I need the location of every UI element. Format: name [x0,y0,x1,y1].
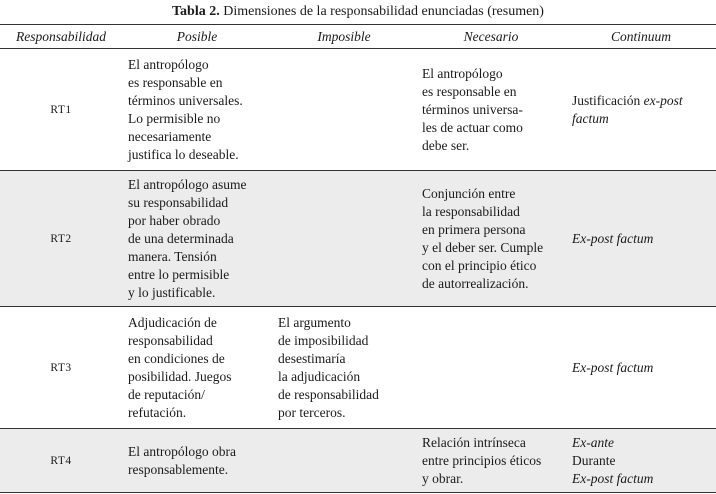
cell-line: debe ser. [422,137,470,153]
cell-continuum [566,307,716,429]
cell-line: de imposibilidad [278,332,369,348]
cell-line: la responsabilidad [422,203,520,219]
cell-posible [122,429,272,493]
cell-line: Ex-post factum [572,230,654,246]
cell-necesario [416,49,566,171]
header-continuum: Continuum [610,28,671,44]
table-row-rt2 [0,171,716,307]
cell-line: refutación. [128,404,187,420]
cell-imposible [272,307,416,429]
cell-line: la adjudicación [278,368,361,384]
cell-line: factum [572,110,609,126]
cell-line: su responsabilidad [128,194,229,210]
responsibility-table [0,24,716,493]
cell-line: justifica lo deseable. [128,146,239,162]
caption-title: Dimensiones de la responsabilidad enunciadas (resumen) [223,4,544,19]
cell-line: necesariamente [128,128,212,144]
cell-necesario [416,307,566,429]
cell-continuum [566,171,716,307]
cell-line: de una determinada [128,230,234,246]
cell-line: de autorrealización. [422,275,529,291]
cell-line: El antropólogo asume [128,176,247,192]
cell-line: El antropólogo [128,56,209,72]
cell-line: de responsabilidad [278,386,379,402]
header-row [0,25,716,49]
cell-line: con el principio ético [422,257,537,273]
cell-line: Lo permisible no [128,110,221,126]
table-row-rt1 [0,49,716,171]
table-caption [0,0,716,24]
cell-posible [122,49,272,171]
cell-imposible [272,49,416,171]
cell-line: Conjunción entre [422,185,516,201]
cell-line: en condiciones de [128,350,225,366]
cell-necesario [416,171,566,307]
cell-continuum [566,49,716,171]
header-posible: Posible [176,28,218,44]
cell-line: Ex-ante [572,434,614,450]
cell-continuum [566,429,716,493]
cell-posible [122,171,272,307]
cell-line: es responsable en [128,74,223,90]
cell-line: El argumento [278,314,351,330]
cell-line: responsablemente. [128,461,229,477]
header-responsabilidad: Responsabilidad [16,28,106,44]
header-imposible: Imposible [317,28,371,44]
header-necesario: Necesario [463,28,519,44]
cell-necesario [416,429,566,493]
cell-line: y obrar. [422,470,464,486]
cell-line: entre principios éticos [422,452,542,468]
cell-line: posibilidad. Juegos [128,368,232,384]
cell-imposible [272,171,416,307]
cell-line: Durante [572,452,616,468]
cell-line: les de actuar como [422,119,523,135]
cell-line: Ex-post factum [572,470,654,486]
cell-line: de reputación/ [128,386,205,402]
cell-line: desestimaría [278,350,346,366]
cell-line: en primera persona [422,221,526,237]
cell-line: El antropólogo obra [128,443,236,459]
row-id: RT3 [50,361,72,374]
row-id: RT4 [50,454,72,467]
cell-line: entre lo permisible [128,266,230,282]
cell-line: responsabilidad [128,332,213,348]
row-id: RT2 [50,232,72,245]
cell-posible [122,307,272,429]
cell-line: Relación intrínseca [422,434,526,450]
caption-label: Tabla 2. [172,4,220,19]
cell-line: manera. Tensión [128,248,217,264]
continuum-pre: Justificación [572,92,644,108]
cell-line: términos universa- [422,101,523,117]
cell-imposible [272,429,416,493]
continuum-italic: ex-post [643,92,683,108]
row-id: RT1 [50,103,72,116]
cell-line: términos universales. [128,92,243,108]
cell-line: por haber obrado [128,212,221,228]
cell-line: y el deber ser. Cumple [422,239,544,255]
cell-line: es responsable en [422,83,517,99]
cell-line: El antropólogo [422,65,503,81]
cell-line: por terceros. [278,404,346,420]
table-row-rt4 [0,429,716,493]
cell-line [572,92,712,110]
cell-line: Ex-post factum [572,359,654,375]
cell-line: Adjudicación de [128,314,217,330]
cell-line: y lo justificable. [128,284,216,300]
table-row-rt3 [0,307,716,429]
